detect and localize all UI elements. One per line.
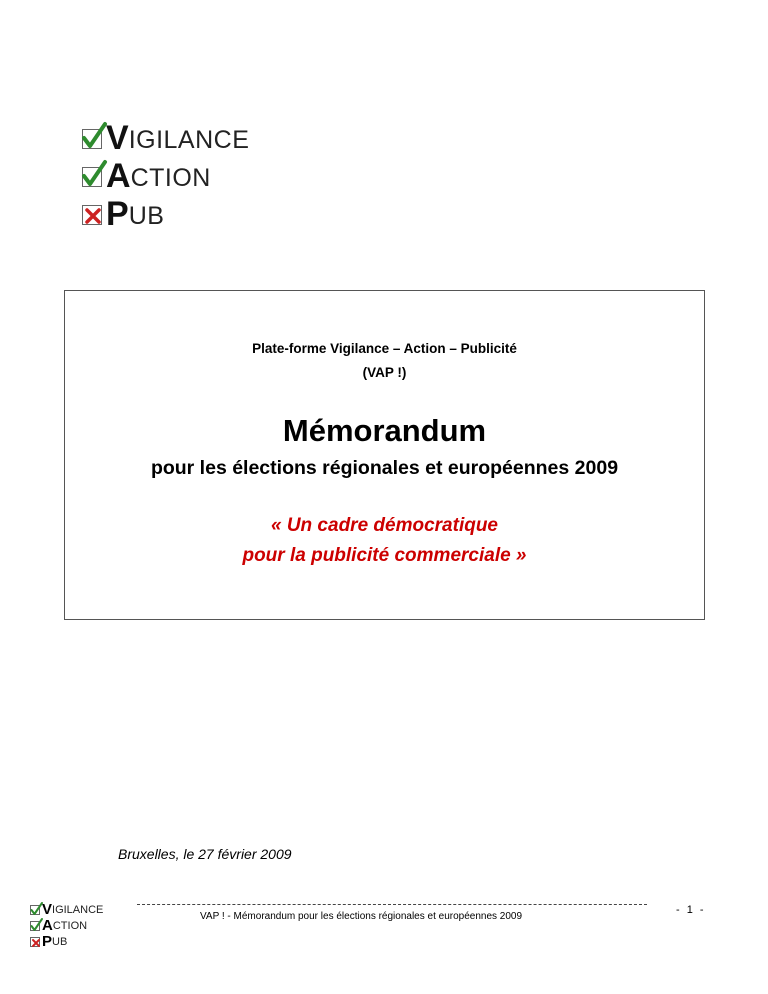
footer-text: VAP ! - Mémorandum pour les élections régionales et européennes 2009 <box>200 911 523 922</box>
tagline-line-1: « Un cadre démocratique <box>270 515 499 536</box>
logo-rest-pub: UB <box>128 202 165 230</box>
document-date: Bruxelles, le 27 février 2009 <box>118 846 292 862</box>
vap-logo <box>82 117 249 231</box>
logo-rest-vigilance: IGILANCE <box>128 126 250 154</box>
footer-logo-initial-p: P <box>42 933 53 950</box>
logo-rest-action: CTION <box>130 164 211 192</box>
footer-logo-line-pub <box>30 933 103 949</box>
checkbox-check-icon <box>30 921 40 931</box>
logo-line-action <box>82 155 249 193</box>
page-number: - 1 - <box>676 904 706 916</box>
checkbox-cross-icon <box>82 205 102 225</box>
footer-separator <box>137 904 647 906</box>
footer-logo-initial-a: A <box>42 917 53 934</box>
logo-initial-a: A <box>106 157 131 195</box>
logo-line-pub <box>82 193 249 231</box>
organization-abbreviation: (VAP !) <box>362 365 407 380</box>
logo-initial-p: P <box>106 195 129 233</box>
title-box <box>64 290 705 620</box>
footer-logo-line-action <box>30 917 103 933</box>
logo-line-vigilance <box>82 117 249 155</box>
footer-logo <box>30 901 103 949</box>
footer-logo-rest-action: CTION <box>52 920 88 932</box>
checkbox-check-icon <box>82 129 102 149</box>
tagline-line-2: pour la publicité commerciale » <box>242 545 527 566</box>
footer-logo-initial-v: V <box>42 901 53 918</box>
logo-initial-v: V <box>106 119 129 157</box>
document-subtitle: pour les élections régionales et européennes 2009 <box>150 457 619 479</box>
checkbox-check-icon <box>82 167 102 187</box>
organization-name: Plate-forme Vigilance – Action – Publicité <box>252 341 517 356</box>
footer-logo-line-vigilance <box>30 901 103 917</box>
checkbox-cross-icon <box>30 937 40 947</box>
footer-logo-rest-vigilance: IGILANCE <box>52 904 104 916</box>
footer-logo-rest-pub: UB <box>52 936 68 948</box>
checkbox-check-icon <box>30 905 40 915</box>
document-title: Mémorandum <box>282 413 487 448</box>
